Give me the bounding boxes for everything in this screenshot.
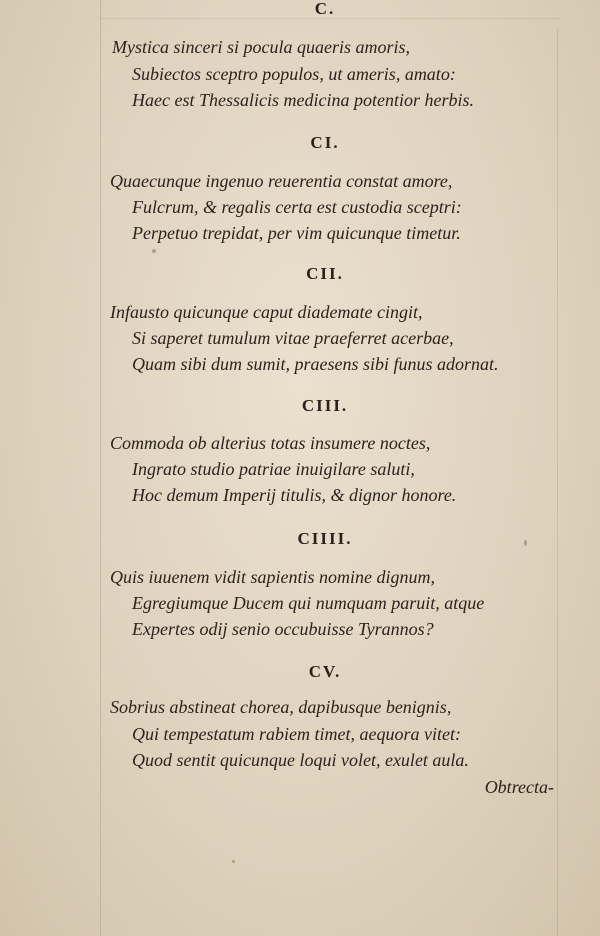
- verse-line: Hoc demum Imperij titulis, & dignor honore.: [132, 485, 457, 505]
- section-heading: CIII.: [301, 396, 349, 415]
- verse-line: Ingrato studio patriae inuigilare saluti,: [132, 459, 415, 479]
- catchword: Obtrecta-: [484, 777, 554, 797]
- verse-line: Expertes odij senio occubuisse Tyrannos?: [132, 619, 434, 639]
- ink-spot: [152, 249, 156, 253]
- verse-line: Mystica sinceri si pocula quaeris amoris,: [112, 37, 410, 57]
- section-heading: CV.: [308, 662, 342, 681]
- margin-rule-right: [557, 30, 558, 936]
- verse-line: Egregiumque Ducem qui numquam paruit, atque: [132, 593, 485, 613]
- verse-line: Commoda ob alterius totas insumere noctes,: [110, 433, 431, 453]
- section-heading: CIIII.: [297, 529, 353, 548]
- verse-line: Haec est Thessalicis medicina potentior herbis.: [132, 90, 474, 110]
- verse-line: Subiectos sceptro populos, ut ameris, amato:: [132, 64, 456, 84]
- verse-line: Infausto quicunque caput diademate cingit,: [110, 302, 423, 322]
- verse-line: Quis iuuenem vidit sapientis nomine dignum,: [110, 567, 435, 587]
- verse-line: Qui tempestatum rabiem timet, aequora vitet:: [132, 724, 461, 744]
- verse-line: Sobrius abstineat chorea, dapibusque benignis,: [110, 697, 452, 717]
- verse-line: Perpetuo trepidat, per vim quicunque timetur.: [132, 223, 461, 243]
- verse-line: Quaecunque ingenuo reuerentia constat amore,: [110, 171, 453, 191]
- ink-spot: [232, 860, 235, 863]
- verse-line: Fulcrum, & regalis certa est custodia sceptri:: [132, 197, 462, 217]
- verse-line: Quam sibi dum sumit, praesens sibi funus adornat.: [132, 354, 499, 374]
- verse-line: Si saperet tumulum vitae praeferret acerbae,: [132, 328, 454, 348]
- ink-spot: [524, 540, 527, 546]
- verse-line: Quod sentit quicunque loqui volet, exulet aula.: [132, 750, 469, 770]
- page-number: C.: [314, 0, 336, 18]
- section-heading: CII.: [306, 264, 344, 283]
- section-heading: CI.: [310, 133, 340, 152]
